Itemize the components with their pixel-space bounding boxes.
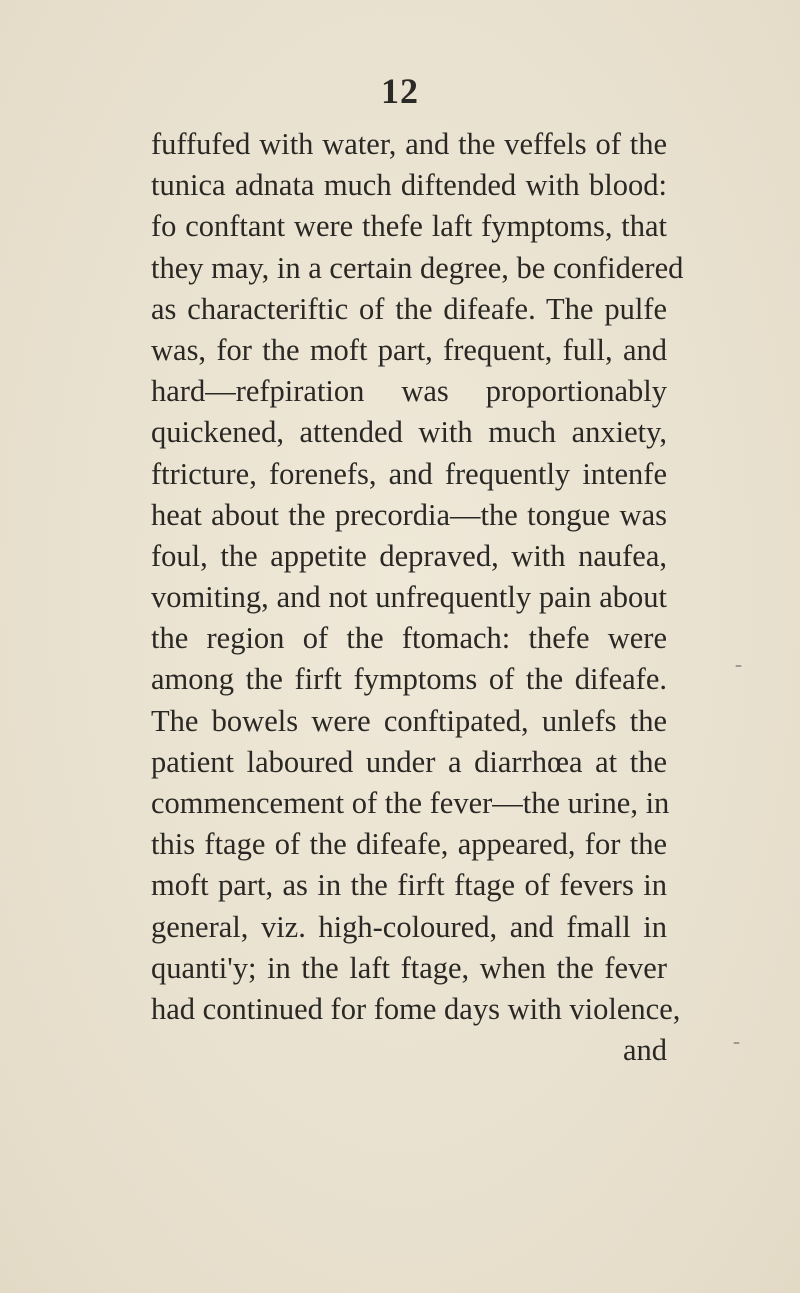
text-line: among the firft fymptoms of the difeafe. [151,662,667,697]
text-line: The bowels were conftipated, unlefs the [151,703,667,738]
catchword: and [622,1033,667,1068]
text-line: they may, in a certain degree, be confidered [151,250,684,285]
page-number: 12 [381,71,419,111]
text-line: general, viz. high-coloured, and fmall in [151,909,667,944]
body-text [151,124,684,1071]
text-line: ftricture, forenefs, and frequently intenfe [151,456,667,491]
margin-mark: – [735,658,742,674]
text-line: heat about the precordia—the tongue was [151,497,667,532]
text-line: fo conftant were thefe laft fymptoms, that [151,209,667,244]
text-line: commencement of the fever—the urine, in [151,786,670,820]
text-line: tunica adnata much diftended with blood: [151,168,667,203]
text-line: vomiting, and not unfrequently pain about [151,580,667,615]
text-line: patient laboured under a diarrhœa at the [151,744,667,779]
text-line: as characteriftic of the difeafe. The pulfe [151,291,667,326]
text-line: this ftage of the difeafe, appeared, for the [151,827,667,862]
text-line: had continued for fome days with violence, [151,991,681,1026]
text-line: fuffufed with water, and the veffels of the [151,127,667,161]
text-line: foul, the appetite depraved, with naufea, [151,538,667,573]
text-line: the region of the ftomach: thefe were [151,621,667,656]
text-line: quickened, attended with much anxiety, [151,415,667,450]
text-line: hard—refpiration was proportionably [151,374,667,409]
margin-mark: – [733,1035,740,1051]
text-line: quanti'y; in the laft ftage, when the fever [151,950,667,985]
text-line: was, for the moft part, frequent, full, and [151,332,667,367]
text-line: moft part, as in the firft ftage of fevers in [151,868,667,903]
